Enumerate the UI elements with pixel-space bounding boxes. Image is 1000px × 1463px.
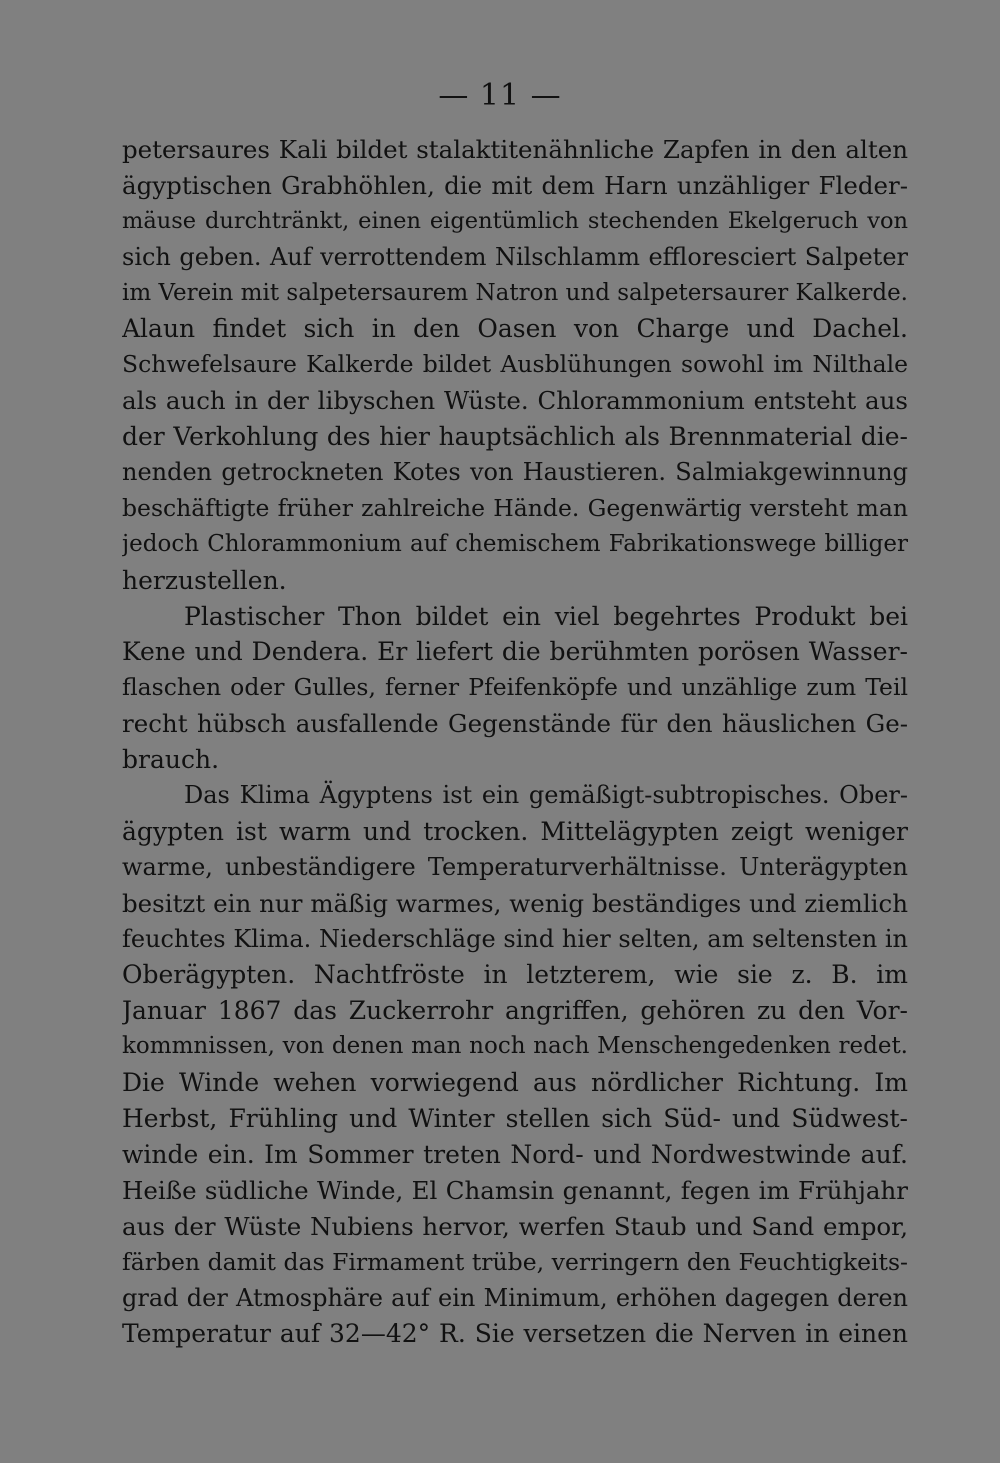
text-line: färben damit das Firmament trübe, verringern den Feuchtigkeits- bbox=[122, 1247, 908, 1276]
text-line: Schwefelsaure Kalkerde bildet Ausblühungen sowohl im Nilthale bbox=[122, 350, 908, 379]
text-line: Das Klima Ägyptens ist ein gemäßigt-subtropisches. Ober- bbox=[184, 781, 908, 810]
text-line: als auch in der libyschen Wüste. Chlorammonium entsteht aus bbox=[122, 386, 908, 416]
text-line: im Verein mit salpetersaurem Natron und salpetersaurer Kalkerde. bbox=[122, 279, 908, 306]
text-line: petersaures Kali bildet stalaktitenähnliche Zapfen in den alten bbox=[122, 135, 908, 164]
text-line: beschäftigte früher zahlreiche Hände. Gegenwärtig versteht man bbox=[122, 493, 908, 522]
text-line: ägyptischen Grabhöhlen, die mit dem Harn unzähliger Fleder- bbox=[122, 170, 908, 200]
text-line: nenden getrockneten Kotes von Haustieren. Salmiakgewinnung bbox=[122, 458, 908, 487]
text-line: besitzt ein nur mäßig warmes, wenig beständiges und ziemlich bbox=[122, 888, 908, 918]
text-line: Temperatur auf 32—42° R. Sie versetzen die Nerven in einen bbox=[122, 1319, 908, 1349]
text-line: brauch. bbox=[122, 745, 220, 775]
text-line: grad der Atmosphäre auf ein Minimum, erhöhen dagegen deren bbox=[122, 1283, 908, 1312]
text-line: Heiße südliche Winde, El Chamsin genannt, fegen im Frühjahr bbox=[122, 1175, 908, 1205]
body-text bbox=[122, 132, 908, 1352]
text-line: aus der Wüste Nubiens hervor, werfen Staub und Sand empor, bbox=[122, 1211, 908, 1241]
text-line: ägypten ist warm und trocken. Mittelägypten zeigt weniger bbox=[122, 816, 908, 846]
text-line: Alaun findet sich in den Oasen von Charge und Dachel. bbox=[122, 314, 908, 344]
text-line: kommnissen, von denen man noch nach Menschengedenken redet. bbox=[122, 1033, 908, 1060]
page-number: — 11 — bbox=[438, 78, 562, 113]
text-line: Oberägypten. Nachtfröste in letzterem, wie sie z. B. im bbox=[122, 960, 908, 990]
text-line: jedoch Chlorammonium auf chemischem Fabrikationswege billiger bbox=[122, 530, 908, 557]
text-line: flaschen oder Gulles, ferner Pfeifenköpfe und unzählige zum Teil bbox=[122, 673, 908, 702]
text-line: der Verkohlung des hier hauptsächlich als Brennmaterial die- bbox=[122, 422, 908, 452]
text-line: recht hübsch ausfallende Gegenstände für den häuslichen Ge- bbox=[122, 709, 908, 739]
text-line: winde ein. Im Sommer treten Nord- und Nordwestwinde auf. bbox=[122, 1139, 908, 1169]
text-line: feuchtes Klima. Niederschläge sind hier selten, am seltensten in bbox=[122, 924, 908, 953]
text-line: warme, unbeständigere Temperaturverhältnisse. Unterägypten bbox=[122, 852, 908, 881]
text-line: Kene und Dendera. Er liefert die berühmten porösen Wasser- bbox=[122, 637, 908, 667]
text-line: Die Winde wehen vorwiegend aus nördlicher Richtung. Im bbox=[122, 1068, 908, 1098]
text-line: Plastischer Thon bildet ein viel begehrtes Produkt bei bbox=[184, 601, 908, 631]
text-line: mäuse durchtränkt, einen eigentümlich stechenden Ekelgeruch von bbox=[122, 207, 908, 234]
text-line: Herbst, Frühling und Winter stellen sich Süd- und Südwest- bbox=[122, 1104, 908, 1134]
text-line: Januar 1867 das Zuckerrohr angriffen, gehören zu den Vor- bbox=[122, 996, 908, 1026]
text-line: herzustellen. bbox=[122, 565, 287, 595]
text-line: sich geben. Auf verrottendem Nilschlamm effloresciert Salpeter bbox=[122, 242, 908, 271]
